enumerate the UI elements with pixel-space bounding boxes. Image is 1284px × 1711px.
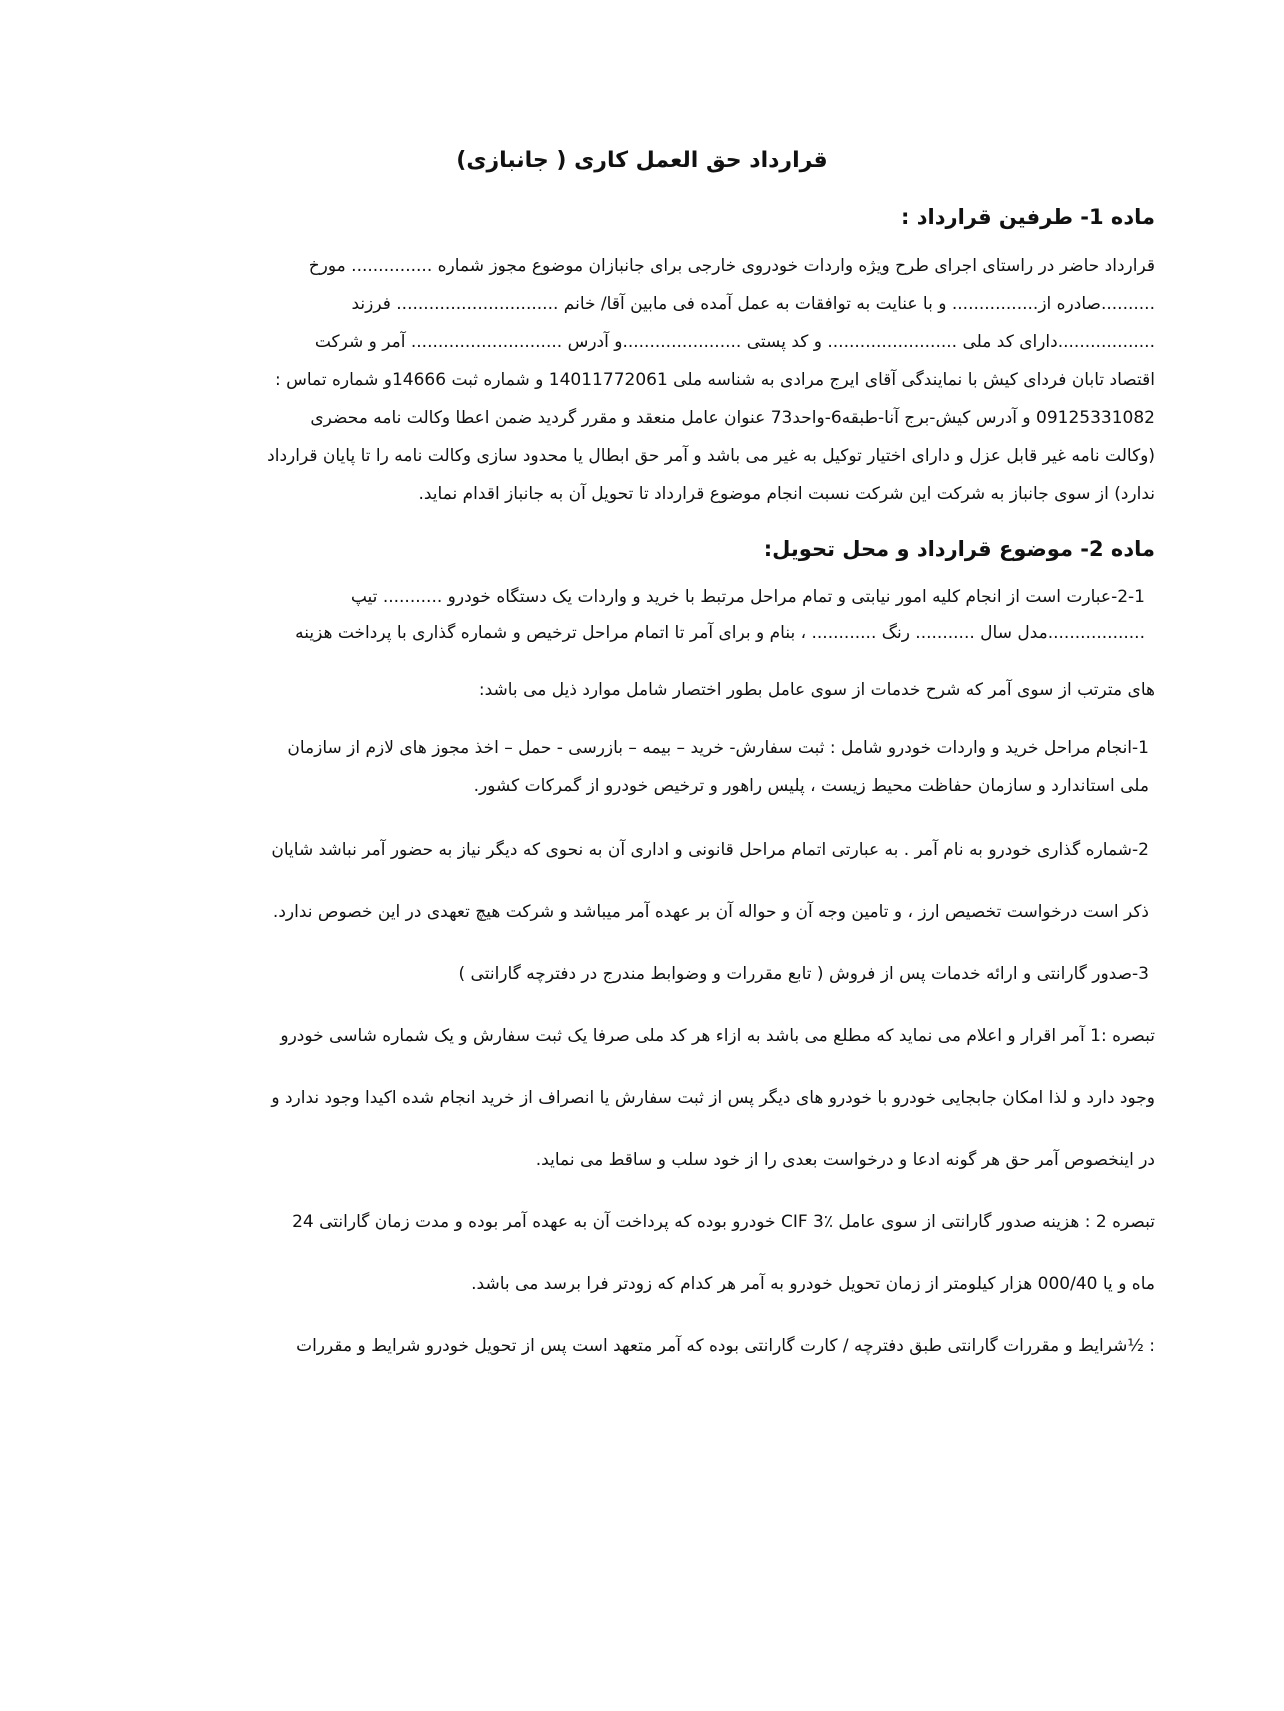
service-item-2-line: ذکر است درخواست تخصیص ارز ، و تامین وجه آن و حواله آن بر عهده آمر میباشد و شرکت هیچ تعهدی در این خصوص ندارد. xyxy=(272,902,1149,922)
article1-body xyxy=(129,247,1155,513)
article1-line: 09125331082 و آدرس کیش-برج آنا-طبقه6-واحد73 عنوان عامل منعقد و مقرر گردید ضمن اعطا وکالت نامه محضری xyxy=(310,408,1155,428)
services-intro: های مترتب از سوی آمر که شرح خدمات از سوی عامل بطور اختصار شامل موارد ذیل می باشد: xyxy=(478,680,1155,700)
note-2-line: ماه و یا 000/40 هزار کیلومتر از زمان تحویل خودرو به آمر هر کدام که زودتر فرا برسد می باشد. xyxy=(471,1274,1155,1294)
article1-line: (وکالت نامه غیر قابل عزل و دارای اختیار توکیل به غیر می باشد و آمر حق ابطال یا محدود سازی وکالت نامه را تا پایان قرارداد xyxy=(267,446,1155,466)
note-1-line: در اینخصوص آمر حق هر گونه ادعا و درخواست بعدی را از خود سلب و ساقط می نماید. xyxy=(535,1150,1155,1170)
article1-line: قرارداد حاضر در راستای اجرای طرح ویژه واردات خودروی خارجی برای جانبازان موضوع مجوز شماره ............... مورخ xyxy=(308,256,1155,276)
article1-heading: ماده 1- طرفین قرارداد : xyxy=(901,205,1155,229)
article1-line: ..................دارای کد ملی ........................ و کد پستی ......................و آدرس ............................ آمر و شرکت xyxy=(314,332,1155,352)
article1-line: ..........صادره از................ و با عنایت به توافقات به عمل آمده فی مابین آقا/ خانم .............................. فرزند xyxy=(351,294,1155,314)
article1-line: ندارد) از سوی جانباز به شرکت این شرکت نسبت انجام موضوع قرارداد تا تحویل آن به جانباز اقدام نماید. xyxy=(418,484,1155,504)
service-item-1-line: ملی استاندارد و سازمان حفاظت محیط زیست ، پلیس راهور و ترخیص خودرو از گمرکات کشور. xyxy=(473,776,1149,796)
note-3: : ½شرایط و مقررات گارانتی طبق دفترچه / کارت گارانتی بوده که آمر متعهد است پس از تحویل خودرو شرایط و مقررات xyxy=(296,1336,1155,1356)
clause-2-1 xyxy=(129,579,1155,651)
article1-line: اقتصاد تابان فردای کیش با نمایندگی آقای ایرج مرادی به شناسه ملی 14011772061 و شماره ثبت 14666و شماره تماس : xyxy=(274,370,1155,390)
service-item-2-line: 2-شماره گذاری خودرو به نام آمر . به عبارتی اتمام مراحل قانونی و اداری آن به نحوی که دیگر نیاز به حضور آمر نباشد شایان xyxy=(271,840,1149,860)
clause-2-1-line: 2-1-عبارت است از انجام کلیه امور نیابتی و تمام مراحل مرتبط با خرید و واردات یک دستگاه خودرو ........... تیپ xyxy=(350,587,1145,607)
note-1-line: وجود دارد و لذا امکان جابجایی خودرو با خودرو های دیگر پس از ثبت سفارش یا انصراف از خرید انجام شده اکیدا وجود ندارد و xyxy=(271,1088,1155,1108)
service-item-1 xyxy=(129,729,1155,805)
clause-2-1-line: ..................مدل سال ........... رنگ ............ ، بنام و برای آمر تا اتمام مراحل ترخیص و شماره گذاری با پرداخت هزینه xyxy=(295,623,1145,643)
note-2 xyxy=(129,1191,1155,1315)
document-title: قرارداد حق العمل کاری ( جانبازی) xyxy=(456,148,828,173)
service-item-3: 3-صدور گارانتی و ارائه خدمات پس از فروش ( تابع مقررات و وضوابط مندرج در دفترچه گارانتی ) xyxy=(458,964,1149,984)
note-1-line: تبصره :1 آمر اقرار و اعلام می نماید که مطلع می باشد به ازاء هر کد ملی صرفا یک ثبت سفارش و یک شماره شاسی خودرو xyxy=(280,1026,1155,1046)
note-2-line: تبصره 2 : هزینه صدور گارانتی از سوی عامل ٪3 CIF خودرو بوده که پرداخت آن به عهده آمر بوده و مدت زمان گارانتی 24 xyxy=(292,1212,1155,1232)
article2-heading: ماده 2- موضوع قرارداد و محل تحویل: xyxy=(763,537,1155,561)
note-1 xyxy=(129,1005,1155,1191)
service-item-1-line: 1-انجام مراحل خرید و واردات خودرو شامل : ثبت سفارش- خرید – بیمه – بازرسی - حمل – اخذ مجوز های لازم از سازمان xyxy=(287,738,1149,758)
service-item-2 xyxy=(129,819,1155,943)
